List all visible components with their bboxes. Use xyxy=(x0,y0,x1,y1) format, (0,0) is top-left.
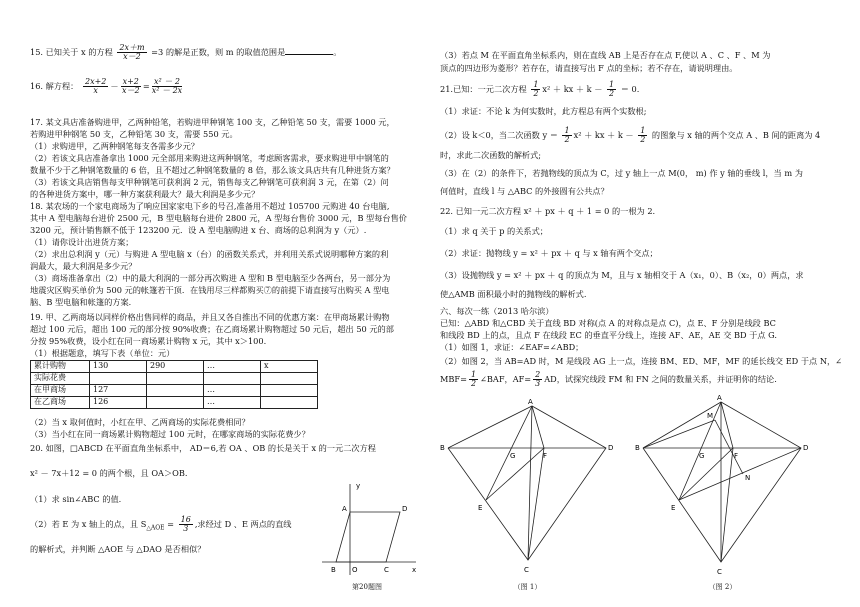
figure-20-diagram xyxy=(312,480,422,580)
outline-abcd xyxy=(448,406,606,560)
figure-1-caption: （图 1） xyxy=(513,582,542,591)
label-d: D xyxy=(402,505,408,513)
table-cell: 290 xyxy=(147,361,204,373)
table-cell: x xyxy=(261,361,318,373)
q20-line4: （2）若 E 为 x 轴上的点，且 $S_{\triangle AOE}$ = $\frac{16}{3}$ ,求经过 D 、E 两点的直线 xyxy=(30,515,292,534)
label-f: F xyxy=(734,452,739,460)
q18-line3: 3200 元，预计销售额不低于 123200 元．设 A 型电脑购进 x 台、商场的总利润为 y（元）. xyxy=(30,225,367,235)
table-cell xyxy=(261,397,318,409)
line-ef xyxy=(679,448,733,500)
label-a: A xyxy=(528,398,533,406)
q18-line8: 地震灾区购买单价为 500 元的帐篷若干顶．在钱用尽三样都购买⑦的前提下请直接写出购买 A 型电 xyxy=(30,285,390,295)
table-row xyxy=(31,385,318,397)
q18-line4: （1）请你设计出进货方案； xyxy=(30,237,134,247)
table-cell: 累计购物 xyxy=(31,361,90,373)
q17-line6: （3）若该文具店销售每支甲种钢笔可获利润 2 元，销售每支乙种钢笔可获利润 3 元，在第（2）问 xyxy=(30,177,389,187)
q18-line6: 润最大，最大利润是多少元？ xyxy=(30,261,137,271)
q21-line2: （2）设 k＜0，当二次函数 y ＝ $\frac{1}{2}$ x² ＋ kx ＋ k － $\frac{1}{2}$ 的图象与 x 轴的两个交点 A 、B 间的距离为 4 xyxy=(440,126,821,145)
label-e: E xyxy=(478,504,483,512)
label-g: G xyxy=(699,452,705,460)
q18-line9: 脑、B 型电脑和帐篷的方案． xyxy=(30,297,137,307)
q18-line2: 其中 A 型电脑每台进价 2500 元，B 型电脑每台进价 2800 元，A 型每台售价 3000 元，B 型每台售价 xyxy=(30,213,407,223)
s6-line4: （2）如图 2，当 AB=AD 时，M 是线段 AG 上一点，连接 BM、ED、MF，MF 的延长线交 ED 于点 N，∠ xyxy=(440,356,843,366)
q20-line3: （1）求 sin∠ABC 的值. xyxy=(30,494,122,504)
q22-line5: 使△AMB 面积最小时的抛物线的解析式. xyxy=(440,289,587,299)
label-b: B xyxy=(440,444,445,452)
question-16: 16. 解方程： $\frac{2x+2}{x}$ － $\frac{x+2}{x-2}$ = $\frac{\text{x² － 2}}{\text{x² － 2x}}$ xyxy=(30,77,183,96)
line-bm xyxy=(643,420,715,448)
q21-line5: 何值时，直线 l 与 △ABC 的外接圆有公共点？ xyxy=(440,186,609,196)
line-mn xyxy=(715,420,743,474)
label-a: A xyxy=(717,394,722,402)
parallelogram-abcd xyxy=(336,512,400,562)
q19-table xyxy=(30,360,318,409)
question-15: 15. 已知关于 x 的方程 $\frac{2x+m}{x-2}$ =3 的解是正数，则 m 的取值范围是 。 xyxy=(30,43,342,62)
label-b: B xyxy=(331,566,336,574)
table-cell: 127 xyxy=(90,385,147,397)
q18-line7: （3）商场准备拿出（2）中的最大利润的一部分再次购进 A 型和 B 型电脑至少各两台，另一部分为 xyxy=(30,273,391,283)
r-line2: 顶点的四边形为菱形？若存在，请直接写出 F 点的坐标；若不存在，请说明理由。 xyxy=(440,63,738,73)
table-cell: … xyxy=(204,397,261,409)
label-f: F xyxy=(543,452,548,460)
label-g: G xyxy=(510,452,516,460)
label-o: O xyxy=(352,566,358,574)
label-x: x xyxy=(412,566,417,574)
label-d: D xyxy=(803,444,809,452)
q19-line6: （3）当小红在同一商场累计购物超过 100 元时，在哪家商场的实际花费少？ xyxy=(30,429,310,439)
table-cell: 在甲商场 xyxy=(31,385,90,397)
table-cell: 130 xyxy=(90,361,147,373)
q22-line4: （3）设抛物线 y = x² ＋ px ＋ q 的顶点为 M，且与 x 轴相交于 A（x₁，0）、B（x₂，0）两点，求 xyxy=(440,270,804,280)
s6-line3: （1）如图 1，求证：∠EAF=∠ABD； xyxy=(440,342,584,352)
line-ae xyxy=(486,406,532,500)
q22-line3: （2）求证：抛物线 y = x² ＋ px ＋ q 与 x 轴有两个交点； xyxy=(440,248,658,258)
label-c: C xyxy=(384,566,389,574)
figure-2 xyxy=(635,394,810,595)
table-row xyxy=(31,361,318,373)
table-cell xyxy=(261,373,318,385)
line-af xyxy=(721,402,733,448)
q19-line5: （2）当 x 取何值时，小红在甲、乙两商场的实际花费相同？ xyxy=(30,417,250,427)
q17-line7: 的各种进货方案中，哪一种方案获利最大？最大利润是多少元？ xyxy=(30,189,260,199)
s6-line2: 和线段 BD 上的点，且点 F 在线段 EC 的垂直平分线上，连接 AF、AE，AE 交 BD 于点 G. xyxy=(440,330,777,340)
q21-line3: 时，求此二次函数的解析式; xyxy=(440,150,542,160)
q18-line1: 18. 某农场的一个家电商场为了响应国家家电下乡的号召,准备用不超过 105700 元购进 40 台电脑, xyxy=(30,201,390,211)
label-e: E xyxy=(671,504,676,512)
line-af xyxy=(532,406,544,448)
q20-line5: 的解析式，并判断 △AOE 与 △DAO 是否相似？ xyxy=(30,544,206,554)
table-cell xyxy=(204,373,261,385)
q17-line5: 数量不少于乙种钢笔数量的 6 倍，且不超过乙种钢笔数量的 8 倍，那么该文具店共有几种进货方案？ xyxy=(30,165,395,175)
q20-line2: x² － 7x＋12 = 0 的两个根，且 OA＞OB. xyxy=(30,468,188,478)
q15-fraction: $\frac{2x+m}{x-2}$ xyxy=(119,43,145,62)
figure-20 xyxy=(312,480,422,590)
s6-line5: MBF= $\frac{1}{2}$ ∠BAF，AF= $\frac{2}{3}$ AD，试探究线段 FM 和 FN 之间的数量关系，并证明你的结论. xyxy=(440,370,777,389)
q17-line2: 若购进甲种钢笔 50 支，乙种铅笔 30 支，需要 550 元。 xyxy=(30,129,238,139)
table-cell: 126 xyxy=(90,397,147,409)
label-c: C xyxy=(524,566,529,574)
label-a: A xyxy=(342,505,347,513)
label-c: C xyxy=(717,568,722,576)
line-fc xyxy=(721,448,733,562)
figure-2-diagram xyxy=(635,394,810,580)
answer-blank[interactable] xyxy=(285,46,333,55)
table-row xyxy=(31,373,318,385)
q21-line4: （3）在（2）的条件下，若抛物线的顶点为 C，过 y 轴上一点 M(0， m) 作 y 轴的垂线 l，当 m 为 xyxy=(440,168,803,178)
figure-1 xyxy=(440,400,615,595)
q17-line4: （2）若该文具店准备拿出 1000 元全部用来购进这两种钢笔，考虑顾客需求，要求购进甲中钢笔的 xyxy=(30,153,389,163)
label-n: N xyxy=(745,474,751,482)
table-cell xyxy=(147,373,204,385)
q22-line2: （1）求 q 关于 p 的关系式； xyxy=(440,226,548,236)
q21-line1: （1）求证：不论 k 为何实数时，此方程总有两个实数根; xyxy=(440,106,647,116)
r-line1: （3）若点 M 在平面直角坐标系内，则在直线 AB 上是否存在点 F,使以 A 、C 、F 、M 为 xyxy=(440,50,771,60)
label-y: y xyxy=(356,482,361,490)
s6-line1: 已知：△ABD 和△CBD 关于直线 BD 对称(点 A 的对称点是点 C)，点 E、F 分别是线段 BC xyxy=(440,318,776,328)
table-cell: … xyxy=(204,385,261,397)
q18-line5: （2）求出总利润 y（元）与购进 A 型电脑 x（台）的函数关系式，并利用关系式说明哪种方案的利 xyxy=(30,249,389,259)
table-cell xyxy=(90,373,147,385)
q22-line1: 22. 已知一元二次方程 x² ＋ px ＋ q ＋ 1 = 0 的一根为 2. xyxy=(440,206,656,216)
q20-line1: 20. 如图，□ABCD 在平面直角坐标系中， AD＝6,若 OA 、OB 的长是关于 x 的一元二次方程 xyxy=(30,443,376,453)
q19-line2: 超过 100 元后，超出 100 元的部分按 90%收费；在乙商场累计购物超过 50 元后，超出 50 元的部 xyxy=(30,324,394,334)
q17-line1: 17. 某文具店准备购进甲，乙两种铅笔，若购进甲种钢笔 100 支，乙种铅笔 50 支，需要 1000 元， xyxy=(30,117,395,127)
q19-line1: 19. 甲、乙两商场以同样价格出售同样的商品，并且又各自推出不同的优惠方案：在甲商场累计购物 xyxy=(30,312,390,322)
section-6-title: 六、每次一练（2013 哈尔滨） xyxy=(440,306,554,316)
figure-1-diagram xyxy=(440,400,615,580)
q21-equation: 21.已知：一元二次方程 $\frac{1}{2}$ x² ＋ kx ＋ k － $\frac{1}{2}$ ＝ 0. xyxy=(440,80,640,99)
label-b: B xyxy=(635,444,640,452)
label-m: M xyxy=(707,412,714,420)
table-cell: … xyxy=(204,361,261,373)
table-cell xyxy=(261,385,318,397)
table-cell: 在乙商场 xyxy=(31,397,90,409)
figure-2-caption: （图 2） xyxy=(708,582,737,591)
q19-line3: 分按 95%收费，设小红在同一商场累计购物 x 元，其中 x＞100. xyxy=(30,336,267,346)
line-ae xyxy=(679,402,721,500)
table-cell xyxy=(147,397,204,409)
table-cell: 实际花费 xyxy=(31,373,90,385)
q17-line3: （1）求购进甲，乙两种钢笔每支各需多少元？ xyxy=(30,141,199,151)
figure-20-caption: 第20题图 xyxy=(352,582,382,591)
label-d: D xyxy=(608,444,614,452)
table-cell xyxy=(147,385,204,397)
table-row xyxy=(31,397,318,409)
q19-line4: （1）根据题意，填写下表（单位：元） xyxy=(30,348,175,358)
